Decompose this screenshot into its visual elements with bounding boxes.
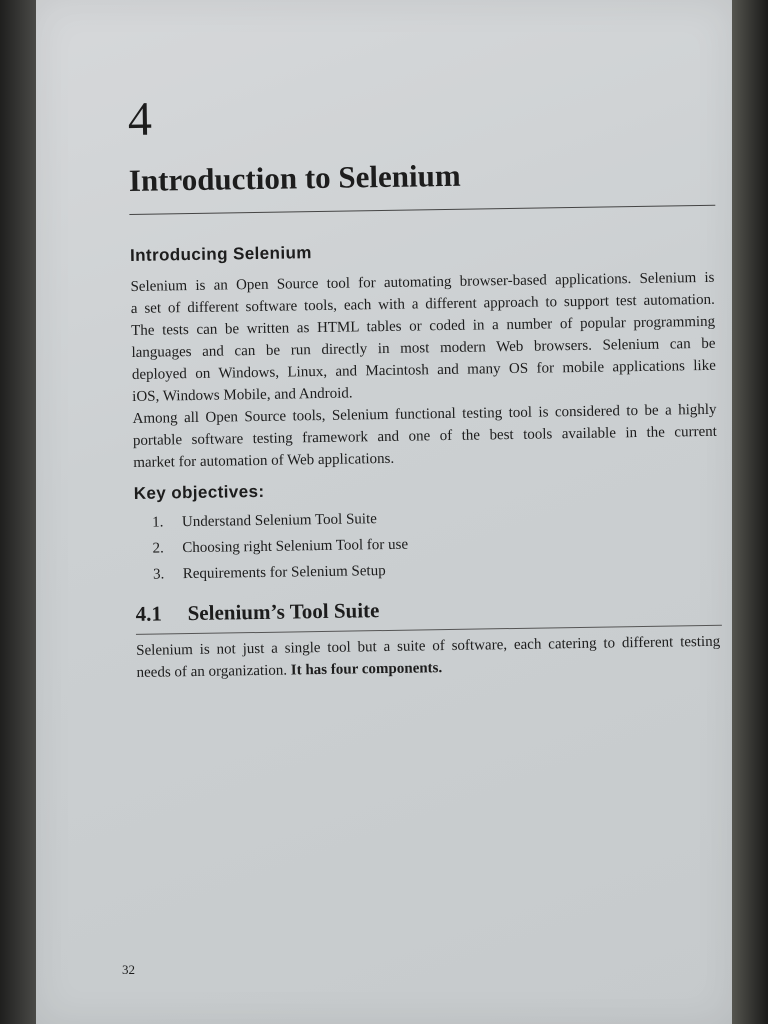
section-4-1-title bbox=[135, 598, 379, 627]
list-item bbox=[152, 506, 408, 536]
chapter-title: Introduction to Selenium bbox=[128, 157, 461, 198]
text-bold: It has four components. bbox=[290, 660, 443, 679]
book-page bbox=[36, 0, 732, 1024]
chapter-number: 4 bbox=[127, 92, 153, 146]
text-line: market for automation of Web applications. bbox=[133, 450, 395, 471]
text-line: portable software testing framework and one of the best tools available in the current bbox=[132, 423, 717, 449]
text-line: deployed on Windows, Linux, and Macintosh and many OS for mobile applications like bbox=[131, 357, 716, 383]
text-line: The tests can be written as HTML tables or coded in a number of popular programming bbox=[131, 313, 716, 339]
list-item-number: 3. bbox=[152, 566, 165, 583]
book-edge-shadow bbox=[732, 0, 768, 1024]
page-number: 32 bbox=[122, 962, 135, 977]
text-line: iOS, Windows Mobile, and Android. bbox=[132, 385, 353, 405]
intro-paragraph-1 bbox=[130, 267, 716, 408]
section-number: 4.1 bbox=[135, 601, 163, 626]
book-spine-shadow bbox=[0, 0, 36, 1024]
list-item-text: Choosing right Selenium Tool for use bbox=[182, 536, 409, 557]
objectives-list bbox=[152, 506, 409, 588]
list-item-number: 2. bbox=[152, 540, 164, 557]
list-item bbox=[152, 532, 408, 562]
section-heading-introducing: Introducing Selenium bbox=[129, 243, 312, 265]
section-4-1-paragraph bbox=[136, 631, 721, 684]
section-title-text: Selenium’s Tool Suite bbox=[187, 598, 380, 626]
chapter-title-rule bbox=[129, 205, 715, 215]
text-line: a set of different software tools, each with a different approach to support test automation. bbox=[130, 291, 715, 317]
list-item bbox=[153, 558, 409, 588]
list-item-number: 1. bbox=[152, 514, 164, 531]
intro-paragraph-2 bbox=[132, 399, 717, 474]
text-line: languages and can be run directly in most modern Web browsers. Selenium can be bbox=[131, 335, 716, 361]
text-plain: needs of an organization. bbox=[136, 662, 291, 681]
text-line: Selenium is not just a single tool but a suite of software, each catering to different testing bbox=[136, 633, 721, 659]
list-item-text: Understand Selenium Tool Suite bbox=[181, 511, 377, 531]
text-line: Selenium is an Open Source tool for automating browser-based applications. Selenium is bbox=[130, 269, 715, 295]
list-item-text: Requirements for Selenium Setup bbox=[182, 562, 386, 583]
key-objectives-heading: Key objectives: bbox=[133, 481, 265, 503]
text-line: Among all Open Source tools, Selenium functional testing tool is considered to be a highly bbox=[132, 401, 717, 427]
